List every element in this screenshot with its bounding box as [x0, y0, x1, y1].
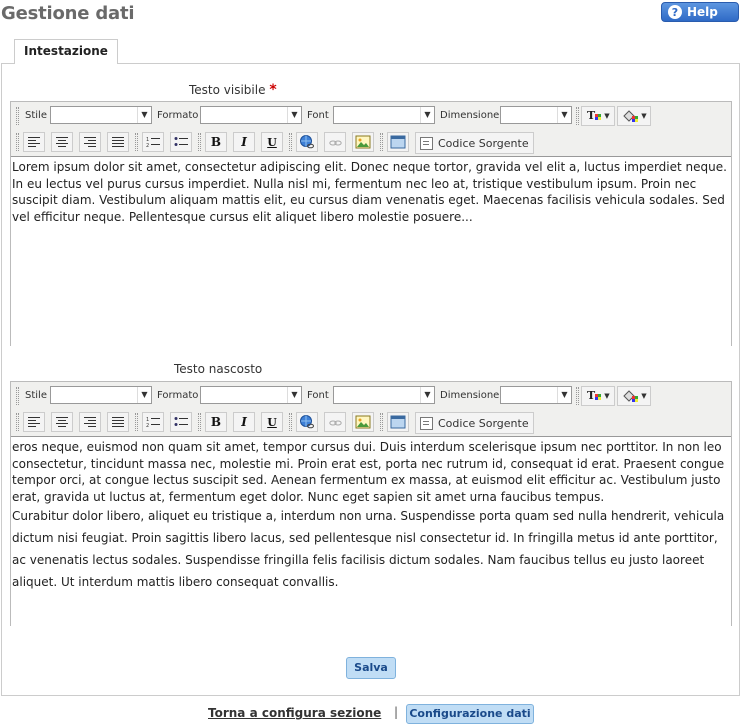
preview-button[interactable] — [387, 412, 409, 432]
chevron-down-icon: ▼ — [557, 387, 571, 403]
toolbar-grip — [16, 107, 19, 125]
size-select[interactable] — [500, 386, 572, 404]
page-title: Gestione dati — [1, 3, 135, 24]
svg-text:T: T — [587, 389, 596, 402]
editor-visible — [10, 101, 732, 346]
background-color-button[interactable] — [617, 106, 651, 126]
svg-text:2: 2 — [146, 423, 150, 428]
chevron-down-icon: ▼ — [287, 387, 301, 403]
document-icon — [420, 417, 433, 430]
chevron-down-icon: ▼ — [287, 107, 301, 123]
image-icon — [355, 135, 371, 149]
svg-text:2: 2 — [146, 143, 150, 148]
tab-intestazione[interactable]: Intestazione — [14, 39, 118, 64]
align-center-icon — [55, 416, 69, 428]
help-label: Help — [687, 5, 718, 19]
bold-button[interactable] — [205, 132, 227, 152]
toolbar-grip — [380, 133, 383, 151]
format-label: Formato — [157, 110, 199, 121]
editor-content-visible[interactable] — [11, 157, 731, 347]
text-color-button[interactable] — [581, 386, 615, 406]
document-icon — [420, 137, 433, 150]
underline-button[interactable] — [261, 412, 283, 432]
underline-icon: U — [267, 415, 277, 429]
remove-link-button[interactable] — [324, 132, 346, 152]
toolbar-grip — [198, 133, 201, 151]
editor-hidden — [10, 381, 732, 626]
underline-icon: U — [267, 135, 277, 149]
justify-button[interactable] — [107, 132, 129, 152]
numbered-list-button[interactable] — [142, 412, 164, 432]
source-code-button[interactable] — [415, 132, 534, 154]
field-label-hidden — [174, 362, 262, 376]
caret-icon: ▼ — [604, 392, 610, 400]
window-icon — [390, 135, 406, 149]
numbered-list-icon — [146, 416, 160, 428]
bullet-list-icon — [174, 416, 188, 428]
justify-button[interactable] — [107, 412, 129, 432]
unlink-icon — [327, 414, 343, 430]
italic-button[interactable] — [233, 132, 255, 152]
align-right-button[interactable] — [79, 412, 101, 432]
font-label: Font — [307, 110, 329, 121]
back-to-section-link[interactable]: Torna a configura sezione — [208, 706, 382, 720]
align-right-icon — [83, 136, 97, 148]
field-label-visible — [189, 82, 277, 98]
justify-icon — [111, 136, 125, 148]
unlink-icon — [327, 134, 343, 150]
align-left-icon — [27, 416, 41, 428]
paragraph: eros neque, euismod non quam sit amet, tempor cursus dui. Duis interdum scelerisque ipsum nec porttitor. In non leo consectetur, tincidunt massa nec, molestie mi. Proin erat est, porta nec rutrum id, consequat id erat. Praesent congue tempor orci, at congue lectus suscipit sed. Aenean fermentum ex massa, at euismod elit efficitur ac. Vestibulum justo erat, gravida ut luctus at, fermentum eget dolor. Nunc eget sapien sit amet urna faucibus tempus. — [12, 440, 725, 504]
required-marker: * — [269, 82, 277, 98]
toolbar-grip — [135, 413, 138, 431]
globe-link-icon — [299, 414, 315, 430]
toolbar-grip — [289, 133, 292, 151]
insert-image-button[interactable] — [352, 132, 374, 152]
svg-text:1: 1 — [146, 137, 150, 143]
font-select[interactable] — [333, 386, 435, 404]
toolbar-grip — [16, 387, 19, 405]
toolbar-grip — [289, 413, 292, 431]
size-label: Dimensione — [440, 110, 500, 121]
toolbar-grip — [576, 107, 579, 125]
format-select[interactable] — [200, 386, 302, 404]
align-left-icon — [27, 136, 41, 148]
text-color-icon — [586, 109, 602, 123]
data-configuration-button[interactable]: Configurazione dati — [406, 704, 534, 724]
style-select[interactable] — [50, 106, 152, 124]
align-left-button[interactable] — [23, 412, 45, 432]
italic-icon: I — [241, 135, 247, 149]
style-label: Stile — [25, 390, 47, 401]
toolbar-grip — [16, 413, 19, 431]
align-left-button[interactable] — [23, 132, 45, 152]
bullet-list-button[interactable] — [170, 132, 192, 152]
caret-icon: ▼ — [604, 112, 610, 120]
style-label: Stile — [25, 110, 47, 121]
bullet-list-button[interactable] — [170, 412, 192, 432]
label-text: Testo nascosto — [174, 362, 263, 376]
preview-button[interactable] — [387, 132, 409, 152]
numbered-list-button[interactable] — [142, 132, 164, 152]
footer-separator: | — [394, 705, 399, 719]
chevron-down-icon: ▼ — [420, 387, 434, 403]
italic-button[interactable] — [233, 412, 255, 432]
svg-text:1: 1 — [146, 417, 150, 423]
editor-toolbar — [11, 382, 731, 437]
italic-icon: I — [241, 415, 247, 429]
source-code-button[interactable] — [415, 412, 534, 434]
save-button[interactable]: Salva — [346, 657, 396, 679]
text-color-icon — [586, 389, 602, 403]
justify-icon — [111, 416, 125, 428]
chevron-down-icon: ▼ — [137, 387, 151, 403]
align-right-icon — [83, 416, 97, 428]
bold-icon: B — [210, 415, 222, 429]
source-code-label: Codice Sorgente — [438, 136, 529, 150]
align-right-button[interactable] — [79, 132, 101, 152]
question-icon: ? — [668, 5, 682, 19]
numbered-list-icon — [146, 136, 160, 148]
align-center-icon — [55, 136, 69, 148]
text-color-button[interactable] — [581, 106, 615, 126]
size-label: Dimensione — [440, 390, 500, 401]
insert-image-button[interactable] — [352, 412, 374, 432]
paint-bucket-icon — [621, 389, 639, 403]
size-select[interactable] — [500, 106, 572, 124]
caret-icon: ▼ — [641, 112, 647, 120]
source-code-label: Codice Sorgente — [438, 416, 529, 430]
paint-bucket-icon — [621, 109, 639, 123]
image-icon — [355, 415, 371, 429]
format-select[interactable] — [200, 106, 302, 124]
insert-link-button[interactable] — [296, 412, 318, 432]
chevron-down-icon: ▼ — [557, 107, 571, 123]
toolbar-grip — [198, 413, 201, 431]
caret-icon: ▼ — [641, 392, 647, 400]
window-icon — [390, 415, 406, 429]
style-select[interactable] — [50, 386, 152, 404]
label-text: Testo visibile — [189, 83, 266, 97]
format-label: Formato — [157, 390, 199, 401]
remove-link-button[interactable] — [324, 412, 346, 432]
chevron-down-icon: ▼ — [137, 107, 151, 123]
help-button[interactable] — [661, 2, 739, 22]
background-color-button[interactable] — [617, 386, 651, 406]
align-center-button[interactable] — [51, 132, 73, 152]
globe-link-icon — [299, 134, 315, 150]
toolbar-grip — [16, 133, 19, 151]
insert-link-button[interactable] — [296, 132, 318, 152]
paragraph: Lorem ipsum dolor sit amet, consectetur adipiscing elit. Donec neque tortor, gravida vel elit a, luctus imperdiet neque. In eu lectus vel purus cursus imperdiet. Nulla nisl mi, fermentum nec leo at, tristique vestibulum ipsum. Proin nec suscipit diam. Vestibulum aliquam mattis elit, eu cursus diam venenatis eget. Maecenas facilisis vehicula sodales. Sed vel efficitur neque. Pellentesque cursus elit aliquet libero molestie posuere... — [12, 160, 727, 224]
bullet-list-icon — [174, 136, 188, 148]
editor-toolbar — [11, 102, 731, 157]
toolbar-grip — [576, 387, 579, 405]
font-select[interactable] — [333, 106, 435, 124]
svg-text:T: T — [587, 109, 596, 122]
font-label: Font — [307, 390, 329, 401]
toolbar-grip — [135, 133, 138, 151]
bold-icon: B — [210, 135, 222, 149]
toolbar-grip — [380, 413, 383, 431]
underline-button[interactable] — [261, 132, 283, 152]
bold-button[interactable] — [205, 412, 227, 432]
chevron-down-icon: ▼ — [420, 107, 434, 123]
paragraph: Curabitur dolor libero, aliquet eu tristique a, interdum non urna. Suspendisse porta quam sed nulla hendrerit, vehicula dictum nisi feugiat. Proin sagittis libero lacus, sed pellentesque nisl consectetur id. In fringilla metus id ante porttitor, ac venenatis lectus sodales. Suspendisse fringilla felis facilisis dictum sodales. Nam faucibus tellus eu justo laoreet aliquet. Ut interdum mattis libero consequat convallis. — [12, 509, 725, 589]
editor-content-hidden[interactable] — [11, 437, 731, 627]
align-center-button[interactable] — [51, 412, 73, 432]
